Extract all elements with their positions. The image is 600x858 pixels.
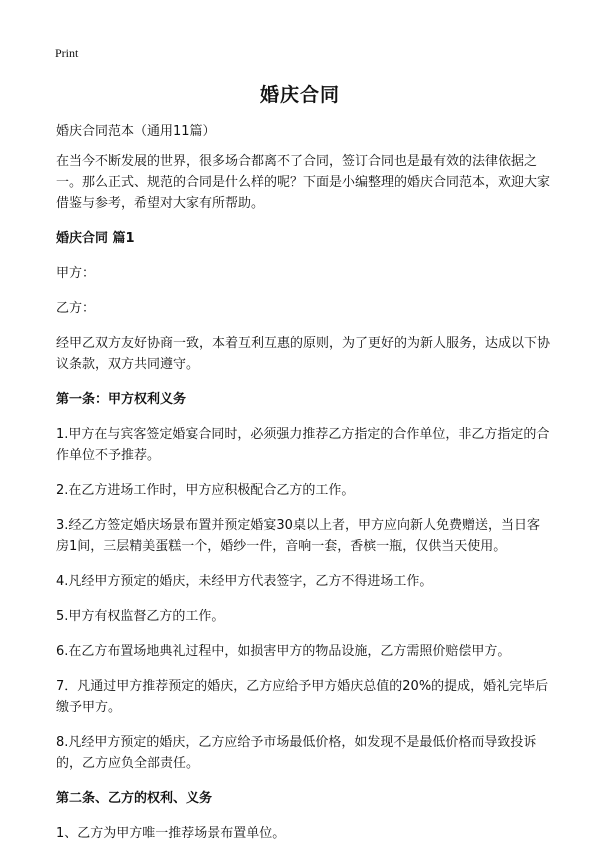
document-title: 婚庆合同 xyxy=(259,84,340,106)
article-2-heading: 第二条、乙方的权利、义务 xyxy=(56,791,213,806)
document-subtitle: 婚庆合同范本（通用11篇） xyxy=(56,124,216,139)
article-1-heading: 第一条：甲方权利义务 xyxy=(56,392,187,407)
article-1-item: 3.经乙方签定婚庆场景布置并预定婚宴30桌以上者，甲方应向新人免费赠送，当日客房1间，三层精美蛋糕一个，婚纱一件，音响一套，香槟一瓶，仅供当天使用。 xyxy=(56,518,540,554)
article-1-item: 6.在乙方布置场地典礼过程中，如损害甲方的物品设施，乙方需照价赔偿甲方。 xyxy=(56,644,511,659)
article-1-item: 5.甲方有权监督乙方的工作。 xyxy=(56,609,225,624)
article-1-item: 4.凡经甲方预定的婚庆，未经甲方代表签字，乙方不得进场工作。 xyxy=(56,574,433,589)
preamble-paragraph: 经甲乙双方友好协商一致，本着互利互惠的原则，为了更好的为新人服务，达成以下协议条款，双方共同遵守。 xyxy=(56,336,551,372)
print-link[interactable]: Print xyxy=(55,46,79,60)
article-1-item: 7．凡通过甲方推荐预定的婚庆，乙方应给予甲方婚庆总值的20%的提成，婚礼完毕后缴予甲方。 xyxy=(56,679,549,715)
article-2-item: 1、乙方为甲方唯一推荐场景布置单位。 xyxy=(56,826,286,841)
article-1-item: 2.在乙方进场工作时，甲方应积极配合乙方的工作。 xyxy=(56,483,355,498)
party-a-label: 甲方： xyxy=(56,266,96,281)
article-1-item: 1.甲方在与宾客签定婚宴合同时，必须强力推荐乙方指定的合作单位，非乙方指定的合作单位不予推荐。 xyxy=(56,427,550,463)
article-1-item: 8.凡经甲方预定的婚庆，乙方应给予市场最低价格，如发现不是最低价格而导致投诉的，乙方应负全部责任。 xyxy=(56,735,537,771)
document-body xyxy=(56,121,551,858)
section-title: 婚庆合同 篇1 xyxy=(56,231,135,246)
intro-paragraph: 在当今不断发展的世界，很多场合都离不了合同，签订合同也是最有效的法律依据之一。那么正式、规范的合同是什么样的呢？下面是小编整理的婚庆合同范本，欢迎大家借鉴与参考，希望对大家有所帮助。 xyxy=(56,154,551,211)
party-b-label: 乙方： xyxy=(56,301,96,316)
